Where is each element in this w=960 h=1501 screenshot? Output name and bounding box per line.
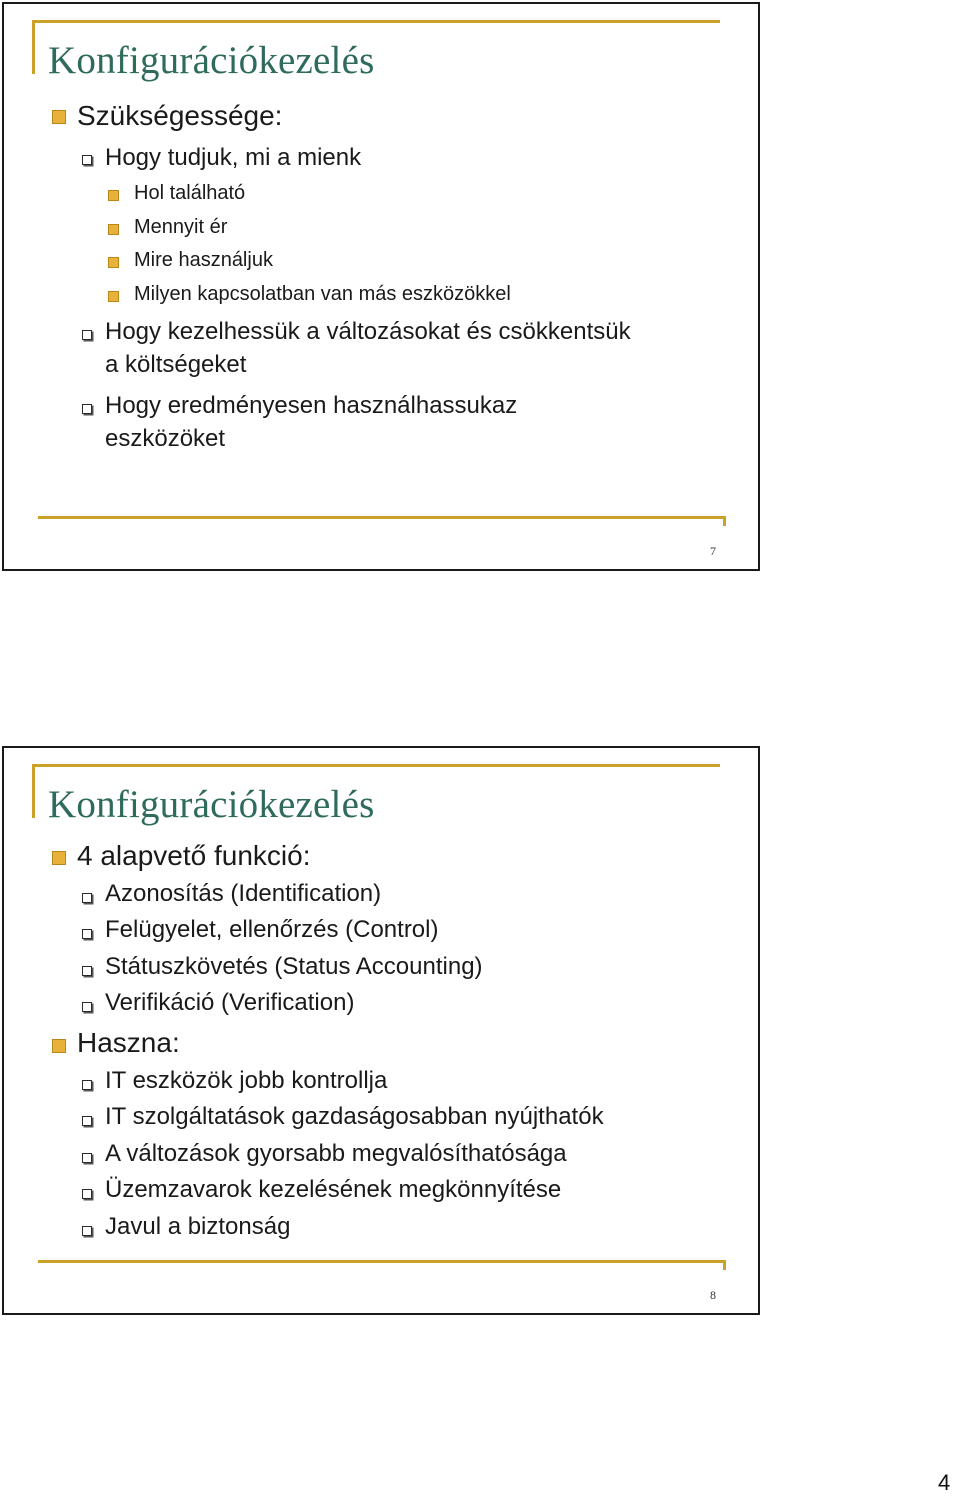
bullet-text: Üzemzavarok kezelésének megkönnyítése <box>105 1176 562 1203</box>
footer-accent-line <box>38 1260 726 1263</box>
checkbox-bullet-icon <box>82 1002 92 1012</box>
slide-7 <box>2 2 760 571</box>
square-bullet-icon <box>108 257 119 268</box>
bullet-text: Szükségessége: <box>77 100 283 131</box>
checkbox-bullet-icon <box>82 893 92 903</box>
slide-page-number: 7 <box>710 544 716 558</box>
bullet-text: Hogy kezelhessük a változásokat és csökkentsük <box>105 318 631 345</box>
bullet-text-continued: a költségeket <box>105 351 247 378</box>
title-accent-line <box>32 764 720 767</box>
slide-8 <box>2 746 760 1315</box>
footer-accent-tick <box>723 516 726 526</box>
checkbox-bullet-icon <box>82 966 92 976</box>
square-bullet-icon <box>108 224 119 235</box>
bullet-text: Milyen kapcsolatban van más eszközökkel <box>134 283 511 305</box>
bullet-text: Haszna: <box>77 1027 180 1058</box>
bullet-text: A változások gyorsabb megvalósíthatósága <box>105 1140 567 1167</box>
checkbox-bullet-icon <box>82 155 92 165</box>
bullet-text: Hogy tudjuk, mi a mienk <box>105 144 362 171</box>
bullet-text: Mennyit ér <box>134 216 228 238</box>
square-bullet-icon <box>52 851 66 865</box>
document-page-number: 4 <box>938 1470 951 1495</box>
title-accent-line-vertical <box>32 764 35 818</box>
square-bullet-icon <box>52 1039 66 1053</box>
checkbox-bullet-icon <box>82 929 92 939</box>
square-bullet-icon <box>52 110 66 124</box>
bullet-text: Verifikáció (Verification) <box>105 989 355 1016</box>
square-bullet-icon <box>108 291 119 302</box>
checkbox-bullet-icon <box>82 1189 92 1199</box>
slide-title: Konfigurációkezelés <box>48 39 375 82</box>
checkbox-bullet-icon <box>82 1116 92 1126</box>
bullet-text: Hol található <box>134 182 246 204</box>
title-accent-line <box>32 20 720 23</box>
checkbox-bullet-icon <box>82 1153 92 1163</box>
checkbox-bullet-icon <box>82 1080 92 1090</box>
bullet-text: 4 alapvető funkció: <box>77 840 311 871</box>
footer-accent-tick <box>723 1260 726 1270</box>
slide-page-number: 8 <box>710 1288 716 1302</box>
slide-title: Konfigurációkezelés <box>48 783 375 826</box>
bullet-text: Azonosítás (Identification) <box>105 880 382 907</box>
checkbox-bullet-icon <box>82 330 92 340</box>
bullet-text: Hogy eredményesen használhassukaz <box>105 392 518 419</box>
bullet-text: Státuszkövetés (Status Accounting) <box>105 953 483 980</box>
bullet-text: IT eszközök jobb kontrollja <box>105 1067 388 1094</box>
bullet-text: Felügyelet, ellenőrzés (Control) <box>105 916 439 943</box>
title-accent-line-vertical <box>32 20 35 74</box>
bullet-text: Mire használjuk <box>134 249 273 271</box>
checkbox-bullet-icon <box>82 404 92 414</box>
bullet-text-continued: eszközöket <box>105 425 226 452</box>
bullet-text: Javul a biztonság <box>105 1213 291 1240</box>
checkbox-bullet-icon <box>82 1226 92 1236</box>
bullet-text: IT szolgáltatások gazdaságosabban nyújthatók <box>105 1103 604 1130</box>
square-bullet-icon <box>108 190 119 201</box>
footer-accent-line <box>38 516 726 519</box>
